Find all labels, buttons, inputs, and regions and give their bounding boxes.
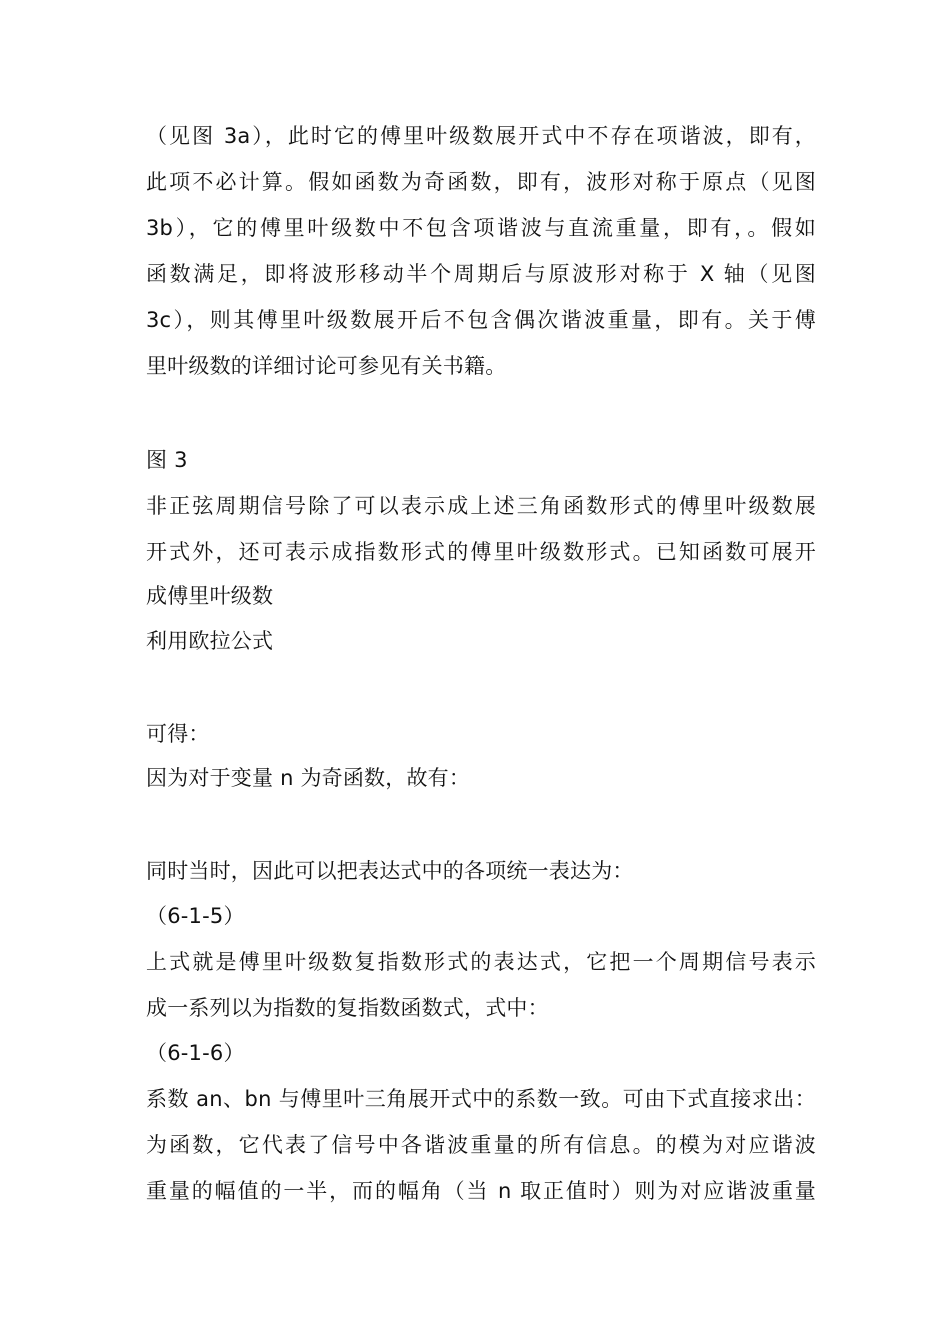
- paragraph-2-line-1: 非正弦周期信号除了可以表示成上述三角函数形式的傅里叶级数展: [146, 494, 816, 518]
- paragraph-1-line-5: 3c），则其傅里叶级数展开后不包含偶次谐波重量，即有。关于傅: [146, 308, 816, 332]
- odd-function-line: 因为对于变量 n 为奇函数，故有：: [146, 766, 471, 790]
- paragraph-3-line-2: 成一系列以为指数的复指数函数式，式中：: [146, 996, 549, 1020]
- equation-number-6-1-6: （6-1-6）: [146, 1041, 245, 1065]
- paragraph-2-line-3: 成傅里叶级数: [146, 584, 274, 608]
- paragraph-1-line-3: 3b），它的傅里叶级数中不包含项谐波与直流重量，即有，。假如: [146, 216, 816, 240]
- paragraph-3-line-1: 上式就是傅里叶级数复指数形式的表达式，它把一个周期信号表示: [146, 950, 816, 974]
- figure-label: 图 3: [146, 448, 188, 472]
- unified-expression-line: 同时当时，因此可以把表达式中的各项统一表达为：: [146, 859, 634, 883]
- paragraph-1-line-4: 函数满足，即将波形移动半个周期后与原波形对称于 X 轴（见图: [146, 262, 816, 286]
- paragraph-4-line-2: 重量的幅值的一半，而的幅角（当 n 取正值时）则为对应谐波重量: [146, 1179, 816, 1203]
- paragraph-1-line-6: 里叶级数的详细讨论可参见有关书籍。: [146, 354, 507, 378]
- euler-line: 利用欧拉公式: [146, 629, 274, 653]
- obtain-line: 可得：: [146, 722, 210, 746]
- paragraph-1-line-1: （见图 3a），此时它的傅里叶级数展开式中不存在项谐波，即有，: [146, 124, 816, 148]
- paragraph-1-line-2: 此项不必计算。假如函数为奇函数，即有，波形对称于原点（见图: [146, 170, 816, 194]
- paragraph-4-line-1: 为函数，它代表了信号中各谐波重量的所有信息。的模为对应谐波: [146, 1133, 816, 1157]
- paragraph-2-line-2: 开式外，还可表示成指数形式的傅里叶级数形式。已知函数可展开: [146, 540, 816, 564]
- equation-number-6-1-5: （6-1-5）: [146, 904, 245, 928]
- coefficient-line: 系数 an、bn 与傅里叶三角展开式中的系数一致。可由下式直接求出：: [146, 1087, 816, 1111]
